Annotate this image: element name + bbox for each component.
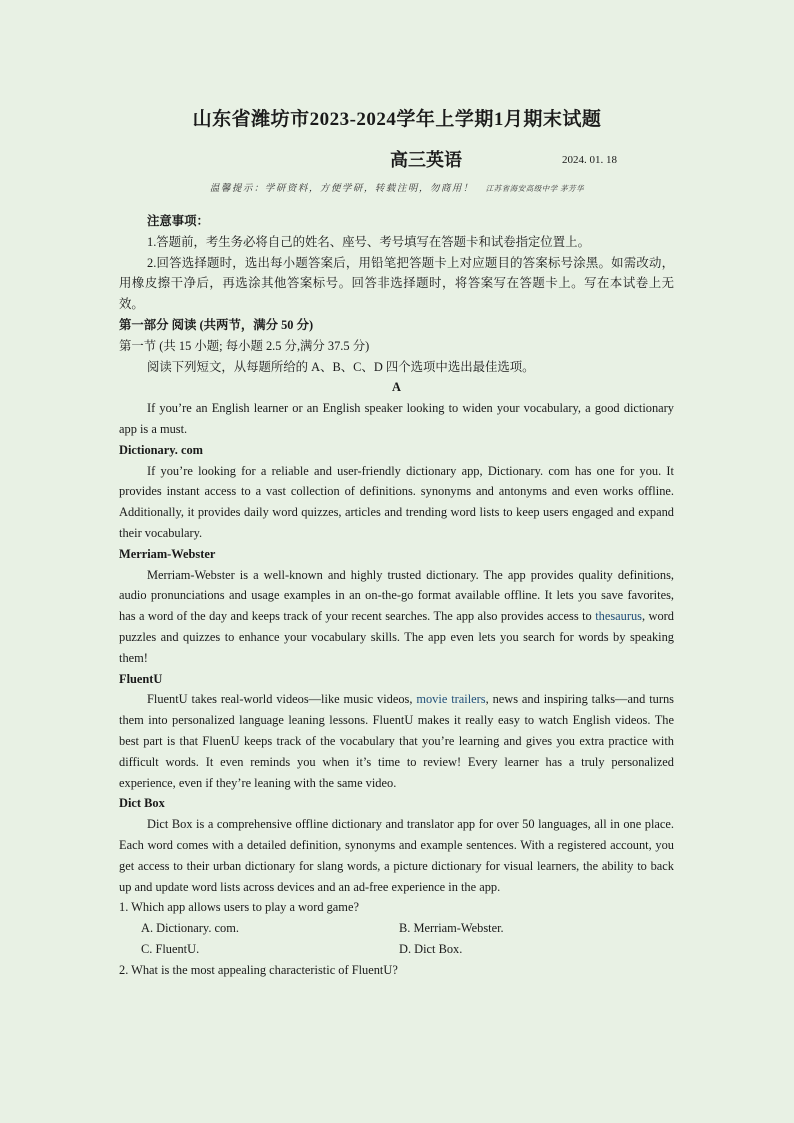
passage-intro: If you’re an English learner or an English speaker looking to widen your vocabulary, a good dictionary app is a must.	[119, 401, 674, 436]
exam-date: 2024. 01. 18	[562, 154, 617, 166]
part-heading: 第一部分 阅读 (共两节，满分 50 分)	[119, 317, 314, 332]
section-heading: 第一节 (共 15 小题; 每小题 2.5 分,满分 37.5 分)	[119, 338, 370, 353]
desc-text: , news and inspiring talks—and turns them into personalized language leaning lessons. FluentU makes it really easy to watch English videos. The best part is that FluenU keeps track of the vocabulary that you’re learning and gives you extra practice with difficult words. It even reminds you when it’s time to review! Every learner has a truly personalized experience, even if they’re leaning with the same video.	[119, 692, 674, 790]
tip-source: 江苏省海安高级中学 茅芳华	[485, 184, 585, 193]
desc-text: Merriam-Webster is a well-known and highly trusted dictionary. The app provides quality definitions, audio pronunciations and usage examples in an on-the-go format available offline. It lets you save favorites, has a word of the day and keeps track of your recent searches. The app also provides access to	[119, 567, 674, 624]
app-heading-dictionary-com: Dictionary. com	[119, 442, 203, 457]
notice-heading: 注意事项：	[147, 214, 209, 228]
desc-text: FluentU takes real-world videos—like music videos,	[147, 692, 417, 707]
movie-trailers-link[interactable]: movie trailers	[416, 692, 486, 707]
app-desc-merriam-webster	[119, 565, 674, 669]
question-2: 2. What is the most appealing characteristic of FluentU?	[119, 962, 398, 977]
thesaurus-link[interactable]: thesaurus	[595, 609, 642, 624]
option-c: C. FluentU.	[141, 941, 200, 956]
app-desc-fluentu	[119, 689, 674, 793]
exam-subject: 高三英语	[390, 150, 462, 170]
app-heading-merriam-webster: Merriam-Webster	[119, 546, 216, 561]
notice-item-2: 2.回答选择题时，选出每小题答案后，用铅笔把答题卡上对应题目的答案标号涂黑。如需改动，用橡皮擦干净后，再选涂其他答案标号。回答非选择题时，将答案写在答题卡上。写在本试卷上无效。	[119, 255, 674, 312]
header-tip	[0, 180, 794, 194]
option-b: B. Merriam-Webster.	[399, 921, 504, 936]
app-desc-dictionary-com: If you’re looking for a reliable and user-friendly dictionary app, Dictionary. com has one for you. It provides instant access to a vast collection of definitions. synonyms and antonyms and even works offline. Additionally, it provides daily word quizzes, articles and trending word lists to keep users engaged and expand their vocabulary.	[119, 463, 674, 540]
option-a: A. Dictionary. com.	[141, 921, 239, 936]
app-heading-fluentu: FluentU	[119, 671, 163, 686]
passage-label: A	[392, 380, 401, 395]
question-1-options-row-1	[119, 918, 674, 939]
section-instruction: 阅读下列短文，从每题所给的 A、B、C、D 四个选项中选出最佳选项。	[147, 359, 535, 374]
app-heading-dict-box: Dict Box	[119, 796, 165, 811]
notice-item-1: 1.答题前，考生务必将自己的姓名、座号、考号填写在答题卡和试卷指定位置上。	[147, 234, 590, 249]
question-1: 1. Which app allows users to play a word game?	[119, 900, 359, 915]
app-desc-dict-box: Dict Box is a comprehensive offline dictionary and translator app for over 50 languages, all in one place. Each word comes with a detailed definition, synonyms and example sentences. With a registered account, you get access to their urban dictionary for slang words, a picture dictionary for visual learners, the ability to back up and update word lists across devices and an ad-free experience in the app.	[119, 817, 674, 894]
option-d: D. Dict Box.	[399, 941, 463, 956]
tip-text: 温馨提示：学研资料，方便学研，转载注明，勿商用！	[209, 184, 474, 194]
exam-title: 山东省潍坊市2023-2024学年上学期1月期末试题	[192, 109, 602, 130]
desc-text: , word puzzles and quizzes to enhance your vocabulary skills. The app even lets you search for words by speaking them!	[119, 609, 674, 665]
exam-content	[119, 211, 674, 980]
question-1-options-row-2	[119, 939, 674, 960]
